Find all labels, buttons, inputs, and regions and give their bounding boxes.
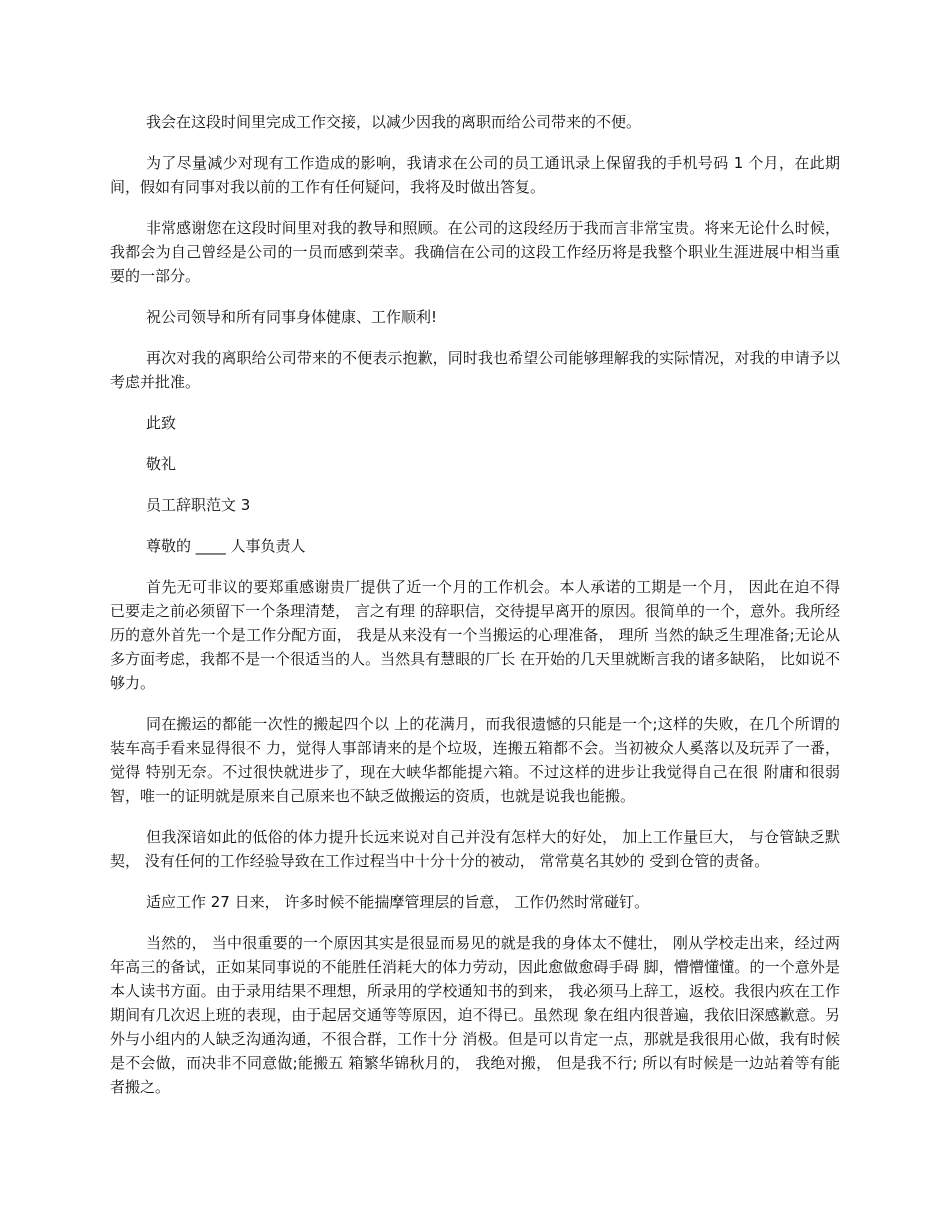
paragraph-handover: 我会在这段时间里完成工作交接，以减少因我的离职而给公司带来的不便。 <box>146 113 642 131</box>
paragraph-workload: 但我深谙如此的低俗的体力提升长远来说对自己并没有怎样大的好处， 加上工作量巨大， 与仓管缺乏默契， 没有任何的工作经验导致在工作过程当中十分十分的被动， 常常莫名其妙的 受到仓管的责备。 <box>110 828 840 870</box>
paragraph-adapting: 适应工作 27 日来， 许多时候不能揣摩管理层的旨意， 工作仍然时常碰钉。 <box>146 893 650 911</box>
paragraph-phone-number: 为了尽量减少对现有工作造成的影响，我请求在公司的员工通讯录上保留我的手机号码 1 个月，在此期间，假如有同事对我以前的工作有任何疑问，我将及时做出答复。 <box>110 154 840 196</box>
paragraph-wishes: 祝公司领导和所有同事身体健康、工作顺利! <box>146 308 438 326</box>
paragraph-lifting: 同在搬运的都能一次性的搬起四个以 上的花满月，而我很遗憾的只能是一个;这样的失败，在几个所谓的装车高手看来显得很不 力，觉得人事部请来的是个垃圾，连搬五箱都不会。当初被众人奚落以及玩弄了一番，觉得 特别无奈。不过很快就进步了，现在大峡华都能提六箱。不过这样的进步让我觉得自己在很 附庸和很弱智，唯一的证明就是原来自己原来也不缺乏做搬运的资质，也就是说我也能搬。 <box>110 715 840 805</box>
paragraph-thanks: 非常感谢您在这段时间里对我的教导和照顾。在公司的这段经历于我而言非常宝贵。将来无论什么时候，我都会为自己曾经是公司的一员而感到荣幸。我确信在公司的这段工作经历将是我整个职业生涯进展中相当重要的一部分。 <box>110 219 840 285</box>
closing-cizhi: 此致 <box>146 414 177 432</box>
paragraph-reasons: 当然的， 当中很重要的一个原因其实是很显而易见的就是我的身体太不健壮， 刚从学校走出来，经过两年高三的备试，正如某同事说的不能胜任消耗大的体力劳动，因此愈做愈碍手碍 脚，懵懵懂懂。的一个意外是本人读书方面。由于录用结果不理想，所录用的学校通知书的到来， 我必须马上辞工，返校。我很内疚在工作期间有几次迟上班的表现，由于起居交通等等原因，迫不得已。虽然现 象在组内很普遍，我依旧深感歉意。另外与小组内的人缺乏沟通沟通，不很合群，工作十分 消极。但是可以肯定一点，那就是我很用心做，我有时候是不会做，而决非不同意做;能搬五 箱繁华锦秋月的， 我绝对搬， 但是我不行; 所以有时候是一边站着等有能者搬之。 <box>110 934 840 1096</box>
closing-jingli: 敬礼 <box>146 455 177 473</box>
paragraph-opening: 首先无可非议的要郑重感谢贵厂提供了近一个月的工作机会。本人承诺的工期是一个月， 因此在迫不得已要走之前必须留下一个条理清楚， 言之有理 的辞职信，交待提早离开的原因。很简单的一个，意外。我所经历的意外首先一个是工作分配方面， 我是从来没有一个当搬运的心理准备， 理所 当然的缺乏生理准备;无论从多方面考虑，我都不是一个很适当的人。当然具有慧眼的厂长 在开始的几天里就断言我的诸多缺陷， 比如说不够力。 <box>110 578 840 692</box>
salutation: 尊敬的 ____ 人事负责人 <box>146 537 306 555</box>
paragraph-apology: 再次对我的离职给公司带来的不便表示抱歉，同时我也希望公司能够理解我的实际情况，对我的申请予以考虑并批准。 <box>110 349 840 391</box>
section-heading: 员工辞职范文 3 <box>146 496 251 514</box>
